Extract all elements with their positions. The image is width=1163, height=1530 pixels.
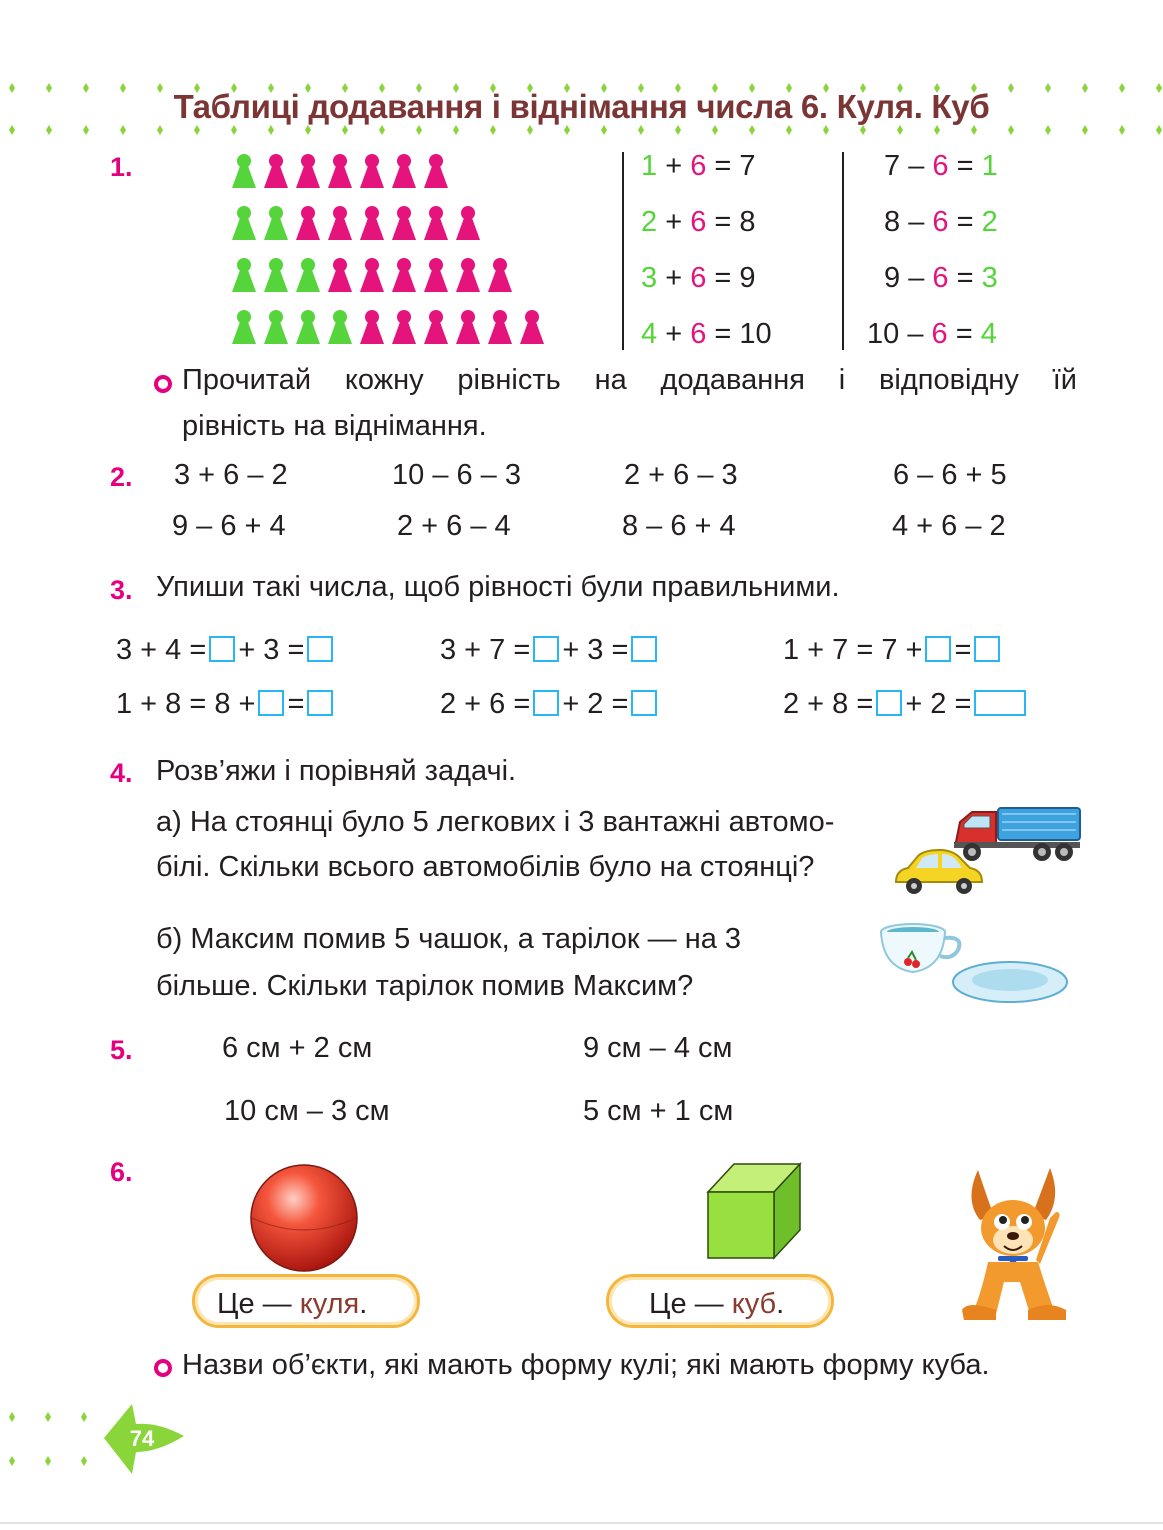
dot-decoration (305, 125, 311, 135)
figure-icon (360, 206, 384, 240)
task-5-expr: 5 см + 1 см (583, 1095, 734, 1127)
dot-decoration (1008, 125, 1014, 135)
figure-icon (296, 310, 320, 344)
dot-decoration (712, 125, 718, 135)
table-equation (641, 262, 756, 295)
plate-icon (950, 958, 1070, 1008)
dot-decoration (638, 125, 644, 135)
task-4-number: 4. (110, 758, 133, 788)
figure-icon (232, 206, 256, 240)
equation-term: 4 (641, 318, 658, 350)
task-6-number: 6. (110, 1157, 133, 1187)
dot-decoration (1082, 125, 1088, 135)
dot-decoration (1156, 125, 1162, 135)
figure-icon (520, 310, 544, 344)
dot-decoration (490, 125, 496, 135)
equation-part: 3 + 4 = (116, 634, 207, 666)
dot-decoration (83, 125, 89, 135)
answer-box[interactable] (209, 636, 235, 662)
equation-term: 9 (884, 262, 901, 294)
dot-decoration (120, 125, 126, 135)
sphere-icon (248, 1162, 360, 1274)
dot-decoration (9, 1456, 15, 1466)
task-2-expr: 2 + 6 – 4 (397, 510, 511, 542)
equation-term: 10 (867, 318, 900, 350)
equation-part: + 2 = (562, 688, 629, 720)
task-5-expr: 6 см + 2 см (222, 1032, 373, 1064)
task-5-number: 5. (110, 1035, 133, 1065)
counting-figures (230, 150, 550, 350)
equation-part: + 2 = (905, 688, 972, 720)
equation-term: = (706, 206, 740, 238)
figure-icon (456, 310, 480, 344)
equation-term: = (706, 262, 740, 294)
dot-decoration (934, 125, 940, 135)
figure-icon (264, 310, 288, 344)
dot-decoration (897, 125, 903, 135)
figure-icon (232, 154, 256, 188)
page-title: Таблиці додавання і віднімання числа 6. Куля. Куб (173, 88, 990, 125)
dot-decoration (453, 125, 459, 135)
figure-icon (296, 154, 320, 188)
figure-icon (328, 206, 352, 240)
dot-decoration (416, 125, 422, 135)
figure-icon (360, 154, 384, 188)
answer-box[interactable] (258, 690, 284, 716)
table-equation (641, 150, 756, 183)
equation-term: + (657, 206, 691, 238)
equation-term: 3 (641, 262, 658, 294)
dot-decoration (786, 125, 792, 135)
figure-icon (392, 258, 416, 292)
equation-term: – (900, 206, 933, 238)
table-equation (641, 206, 756, 239)
figure-icon (456, 258, 480, 292)
table-equation (884, 262, 998, 295)
car-icon (890, 848, 985, 898)
equation-term: = (947, 318, 981, 350)
dot-decoration (194, 125, 200, 135)
dot-decoration (823, 125, 829, 135)
task-3-equation-5 (440, 688, 660, 721)
equation-term: – (900, 150, 933, 182)
task-3-equation-3 (783, 634, 1003, 667)
task-4-instruction: Розв’яжи і порівняй задачі. (156, 755, 517, 787)
equation-term: 7 (884, 150, 901, 182)
equation-term: 10 (739, 318, 772, 350)
answer-box[interactable] (307, 636, 333, 662)
answer-box[interactable] (307, 690, 333, 716)
dot-decoration (231, 125, 237, 135)
equation-part: + 3 = (238, 634, 305, 666)
answer-box[interactable] (631, 636, 657, 662)
label-prefix: Це — (217, 1288, 292, 1320)
task-4a-line2: білі. Скільки всього автомобілів було на стоянці? (156, 851, 815, 883)
task-3-equation-4 (116, 688, 336, 721)
task-2-expr: 9 – 6 + 4 (172, 510, 286, 542)
dot-decoration (527, 125, 533, 135)
task-4b-line1: б) Максим помив 5 чашок, а тарілок — на 3 (156, 923, 742, 955)
answer-box[interactable] (533, 690, 559, 716)
equation-term: + (657, 150, 691, 182)
task-4a-line1: а) На стоянці було 5 легкових і 3 вантажні автомо- (156, 806, 835, 838)
page-number-badge (98, 1400, 190, 1478)
equation-term: 9 (739, 262, 756, 294)
figure-icon (456, 206, 480, 240)
bullet-icon (154, 375, 172, 393)
table-divider-right (842, 152, 844, 350)
equation-term: + (657, 262, 691, 294)
dot-decoration (1045, 125, 1051, 135)
equation-term: 3 (981, 262, 998, 294)
equation-term: 2 (981, 206, 998, 238)
dot-decoration (81, 1456, 87, 1466)
task-3-equation-1 (116, 634, 336, 667)
figure-icon (328, 310, 352, 344)
equation-part: 3 + 7 = (440, 634, 531, 666)
dot-decoration (45, 1456, 51, 1466)
equation-part: + 3 = (562, 634, 629, 666)
table-equation (884, 206, 998, 239)
equation-term: 4 (980, 318, 997, 350)
equation-part: 2 + 6 = (440, 688, 531, 720)
answer-box[interactable] (925, 636, 951, 662)
dot-decoration (81, 1412, 87, 1422)
dot-decoration (45, 1412, 51, 1422)
dot-decoration (601, 125, 607, 135)
label-suffix: . (776, 1288, 785, 1320)
equation-term: 8 (884, 206, 901, 238)
equation-term: 6 (690, 150, 707, 182)
equation-term: 6 (932, 150, 949, 182)
equation-term: 6 (932, 206, 949, 238)
table-equation (867, 318, 997, 351)
equation-term: 1 (981, 150, 998, 182)
equation-term: = (706, 318, 740, 350)
equation-term: 6 (690, 262, 707, 294)
bottom-rule (0, 1522, 1163, 1524)
dot-decoration (860, 125, 866, 135)
figure-icon (360, 310, 384, 344)
task-2-expr: 4 + 6 – 2 (892, 510, 1006, 542)
task-2-number: 2. (110, 462, 133, 492)
task-2-expr: 2 + 6 – 3 (624, 459, 738, 491)
equation-term: – (900, 262, 933, 294)
figure-icon (392, 310, 416, 344)
task-3-equation-6 (783, 688, 1029, 721)
label-suffix: . (359, 1288, 368, 1320)
table-equation (641, 318, 772, 351)
dot-decoration (564, 125, 570, 135)
task-2-expr: 8 – 6 + 4 (622, 510, 736, 542)
figure-icon (296, 206, 320, 240)
figure-icon (296, 258, 320, 292)
task-4b-line2: більше. Скільки тарілок помив Максим? (156, 970, 694, 1002)
task-1-number: 1. (110, 152, 133, 182)
task-2-expr: 3 + 6 – 2 (174, 459, 288, 491)
label-word: куля (299, 1288, 360, 1320)
dot-decoration (379, 125, 385, 135)
dot-decoration (157, 125, 163, 135)
task-2-expr: 10 – 6 – 3 (392, 459, 521, 491)
equation-term: 6 (690, 206, 707, 238)
dot-decoration (268, 125, 274, 135)
task-2-expr: 6 – 6 + 5 (893, 459, 1007, 491)
table-equation (884, 150, 998, 183)
dot-decoration (9, 125, 15, 135)
label-prefix: Це — (649, 1288, 724, 1320)
dot-decoration (971, 125, 977, 135)
answer-box[interactable] (876, 690, 902, 716)
equation-term: 8 (739, 206, 756, 238)
equation-part: = (954, 634, 972, 666)
sphere-label (192, 1274, 420, 1328)
equation-term: 7 (739, 150, 756, 182)
dot-decoration (342, 125, 348, 135)
figure-icon (328, 258, 352, 292)
page-number: 74 (129, 1426, 155, 1451)
task-5-expr: 9 см – 4 см (583, 1032, 733, 1064)
task-3-equation-2 (440, 634, 660, 667)
answer-box-double[interactable] (974, 690, 1026, 716)
equation-part: 2 + 8 = (783, 688, 874, 720)
answer-box[interactable] (533, 636, 559, 662)
equation-term: = (706, 150, 740, 182)
equation-term: 2 (641, 206, 658, 238)
cube-label (606, 1274, 834, 1328)
figure-icon (232, 310, 256, 344)
figure-icon (424, 310, 448, 344)
figure-icon (488, 258, 512, 292)
figure-icon (424, 154, 448, 188)
equation-term: = (948, 262, 982, 294)
equation-term: – (899, 318, 932, 350)
figure-icon (392, 154, 416, 188)
dot-decoration (675, 125, 681, 135)
cube-icon (704, 1160, 804, 1262)
equation-term: + (657, 318, 691, 350)
figure-icon (424, 206, 448, 240)
answer-box[interactable] (631, 690, 657, 716)
dot-decoration (9, 1412, 15, 1422)
figure-icon (328, 154, 352, 188)
answer-box[interactable] (974, 636, 1000, 662)
bullet-icon (154, 1359, 172, 1377)
figure-icon (264, 154, 288, 188)
figure-icon (424, 258, 448, 292)
task-5-expr: 10 см – 3 см (224, 1095, 390, 1127)
equation-term: 6 (931, 318, 948, 350)
equation-term: 6 (932, 262, 949, 294)
equation-term: 1 (641, 150, 658, 182)
dot-decoration (749, 125, 755, 135)
figure-icon (360, 258, 384, 292)
task-1-instruction-line1: Прочитай кожну рівність на додавання і відповідну їй (182, 364, 1077, 396)
equation-term: = (948, 150, 982, 182)
task-1-instruction-line2: рівність на віднімання. (182, 410, 487, 442)
task-3-instruction: Упиши такі числа, щоб рівності були правильними. (156, 571, 840, 603)
equation-part: 1 + 7 = 7 + (783, 634, 923, 666)
figure-icon (392, 206, 416, 240)
figure-icon (264, 258, 288, 292)
task-6-instruction: Назви об’єкти, які мають форму кулі; які мають форму куба. (182, 1349, 990, 1381)
figure-icon (232, 258, 256, 292)
dot-decoration (1119, 125, 1125, 135)
table-divider-left (622, 152, 624, 350)
dog-mascot-icon (958, 1160, 1073, 1325)
equation-term: 6 (690, 318, 707, 350)
equation-part: = (287, 688, 305, 720)
figure-icon (488, 310, 512, 344)
dot-decoration (46, 125, 52, 135)
task-3-number: 3. (110, 575, 133, 605)
figure-icon (264, 206, 288, 240)
label-word: куб (731, 1288, 777, 1320)
equation-term: = (948, 206, 982, 238)
equation-part: 1 + 8 = 8 + (116, 688, 256, 720)
